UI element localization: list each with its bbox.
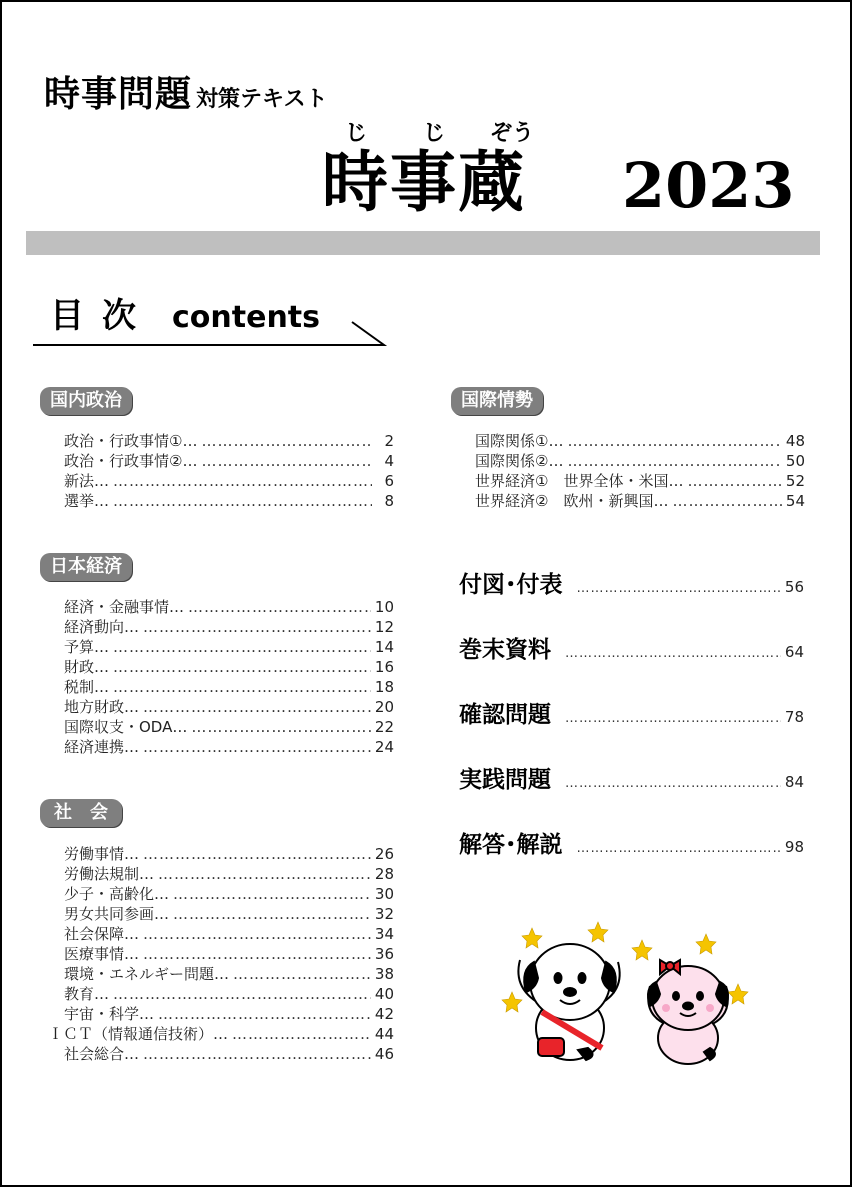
toc-entry[interactable] bbox=[64, 431, 394, 451]
toc-entry[interactable] bbox=[64, 964, 394, 984]
toc-entry-page: 50 bbox=[785, 452, 805, 470]
series-title-sub: 対策テキスト bbox=[196, 87, 328, 112]
leader-dots bbox=[143, 737, 371, 757]
toc-entry[interactable] bbox=[475, 471, 805, 491]
leader-dots bbox=[158, 1004, 371, 1024]
toc-major-title: 解答･解説 bbox=[459, 832, 563, 858]
toc-entry[interactable] bbox=[64, 637, 394, 657]
toc-entry-title: 世界経済② 欧州・新興国… bbox=[475, 492, 669, 510]
toc-major-entry[interactable] bbox=[459, 696, 804, 729]
toc-major-entry[interactable] bbox=[459, 761, 804, 794]
toc-title-jp: 目次 bbox=[50, 296, 154, 336]
toc-entry[interactable] bbox=[475, 491, 805, 511]
book-year: 2023 bbox=[622, 149, 795, 222]
leader-dots bbox=[672, 491, 781, 511]
toc-entry-title: 地方財政… bbox=[64, 698, 140, 716]
leader-dots bbox=[687, 471, 781, 491]
leader-dots bbox=[567, 431, 781, 451]
toc-entry-title: 労働事情… bbox=[64, 845, 140, 863]
toc-entry-title: 社会総合… bbox=[64, 1045, 140, 1063]
leader-dots bbox=[113, 657, 371, 677]
leader-dots bbox=[113, 471, 372, 491]
leader-dots bbox=[173, 904, 371, 924]
toc-entry[interactable] bbox=[64, 657, 394, 677]
toc-entry[interactable] bbox=[64, 451, 394, 471]
toc-entry-page: 38 bbox=[374, 965, 394, 983]
toc-major-page: 98 bbox=[784, 838, 804, 856]
toc-major-title: 巻末資料 bbox=[459, 637, 551, 663]
toc-entry-title: 政治・行政事情②… bbox=[64, 452, 198, 470]
toc-entry-page: 4 bbox=[384, 452, 394, 470]
toc-entry-page: 26 bbox=[374, 845, 394, 863]
toc-list-economy bbox=[64, 597, 394, 757]
toc-entry[interactable] bbox=[64, 471, 394, 491]
toc-entry-title: 環境・エネルギー問題… bbox=[64, 965, 230, 983]
toc-entry-page: 28 bbox=[374, 865, 394, 883]
toc-entry-title: 労働法規制… bbox=[64, 865, 155, 883]
toc-entry[interactable] bbox=[64, 491, 394, 511]
ruby-3: ぞう bbox=[490, 121, 535, 146]
leader-dots bbox=[143, 697, 371, 717]
leader-dots bbox=[113, 491, 372, 511]
toc-entry-title: 国際関係②… bbox=[475, 452, 564, 470]
toc-entry[interactable] bbox=[64, 697, 394, 717]
toc-entry-page: 12 bbox=[374, 618, 394, 636]
leader-dots bbox=[201, 431, 372, 451]
toc-major-entry[interactable] bbox=[459, 566, 804, 599]
toc-entry-page: 40 bbox=[374, 985, 394, 1003]
toc-major-entry[interactable] bbox=[459, 826, 804, 859]
section-badge-international: 国際情勢 bbox=[451, 387, 543, 415]
toc-major-title: 実践問題 bbox=[459, 767, 551, 793]
toc-major-page: 64 bbox=[784, 643, 804, 661]
toc-entry-page: 8 bbox=[384, 492, 394, 510]
leader-dots bbox=[143, 617, 371, 637]
series-title-main: 時事問題 bbox=[44, 74, 193, 115]
toc-entry[interactable] bbox=[64, 1044, 394, 1064]
leader-dots bbox=[113, 637, 371, 657]
toc-list-domestic bbox=[64, 431, 394, 511]
toc-entry-title: 宇宙・科学… bbox=[64, 1005, 155, 1023]
mascot-illustration bbox=[500, 920, 760, 1070]
toc-entry-title: 国際関係①… bbox=[475, 432, 564, 450]
toc-entry[interactable] bbox=[64, 677, 394, 697]
leader-dots bbox=[565, 646, 781, 661]
toc-major-title: 付図･付表 bbox=[459, 572, 563, 598]
leader-dots bbox=[188, 597, 371, 617]
toc-entry-page: 10 bbox=[374, 598, 394, 616]
toc-entry[interactable] bbox=[64, 717, 394, 737]
leader-dots bbox=[173, 884, 371, 904]
toc-entry-page: 32 bbox=[374, 905, 394, 923]
toc-entry[interactable] bbox=[48, 1024, 394, 1044]
toc-entry-page: 42 bbox=[374, 1005, 394, 1023]
toc-underline bbox=[0, 0, 852, 360]
toc-entry-title: ＩＣＴ（情報通信技術）… bbox=[48, 1025, 229, 1043]
toc-entry-title: 教育… bbox=[64, 985, 110, 1003]
toc-entry-title: 男女共同参画… bbox=[64, 905, 170, 923]
toc-entry-page: 48 bbox=[785, 432, 805, 450]
toc-entry-page: 36 bbox=[374, 945, 394, 963]
toc-entry[interactable] bbox=[64, 884, 394, 904]
leader-dots bbox=[143, 844, 371, 864]
toc-list-society bbox=[48, 844, 394, 1064]
leader-dots bbox=[113, 984, 371, 1004]
toc-entry-title: 医療事情… bbox=[64, 945, 140, 963]
toc-entry[interactable] bbox=[475, 451, 805, 471]
toc-entry-page: 22 bbox=[374, 718, 394, 736]
toc-entry-page: 2 bbox=[384, 432, 394, 450]
section-badge-domestic: 国内政治 bbox=[40, 387, 132, 415]
leader-dots bbox=[577, 841, 781, 856]
toc-list-international bbox=[475, 431, 805, 511]
toc-entry[interactable] bbox=[64, 904, 394, 924]
toc-entry[interactable] bbox=[64, 864, 394, 884]
toc-entry-page: 6 bbox=[384, 472, 394, 490]
toc-entry[interactable] bbox=[64, 1004, 394, 1024]
ruby-1: じ bbox=[345, 121, 368, 146]
toc-title-en: contents bbox=[172, 300, 320, 335]
leader-dots bbox=[143, 1044, 371, 1064]
toc-major-page: 56 bbox=[784, 578, 804, 596]
toc-entry-page: 16 bbox=[374, 658, 394, 676]
dog-mascot-right bbox=[648, 960, 728, 1064]
toc-entry-title: 国際収支・ODA… bbox=[64, 718, 188, 736]
toc-entry-title: 経済動向… bbox=[64, 618, 140, 636]
toc-entry-page: 52 bbox=[785, 472, 805, 490]
leader-dots bbox=[577, 581, 781, 596]
toc-entry[interactable] bbox=[64, 844, 394, 864]
toc-entry-page: 46 bbox=[374, 1045, 394, 1063]
toc-entry-page: 20 bbox=[374, 698, 394, 716]
ruby-2: じ bbox=[423, 121, 446, 146]
toc-entry-title: 政治・行政事情①… bbox=[64, 432, 198, 450]
toc-entry[interactable] bbox=[64, 984, 394, 1004]
toc-entry-page: 14 bbox=[374, 638, 394, 656]
section-badge-society: 社 会 bbox=[40, 799, 122, 827]
leader-dots bbox=[567, 451, 781, 471]
toc-major-title: 確認問題 bbox=[459, 702, 551, 728]
toc-entry-title: 予算… bbox=[64, 638, 110, 656]
toc-entry-page: 44 bbox=[374, 1025, 394, 1043]
toc-entry-page: 34 bbox=[374, 925, 394, 943]
leader-dots bbox=[191, 717, 371, 737]
leader-dots bbox=[143, 924, 371, 944]
toc-entry-title: 選挙… bbox=[64, 492, 110, 510]
leader-dots bbox=[565, 776, 781, 791]
leader-dots bbox=[201, 451, 372, 471]
leader-dots bbox=[565, 711, 781, 726]
toc-entry[interactable] bbox=[64, 617, 394, 637]
leader-dots bbox=[233, 964, 371, 984]
toc-entry-title: 新法… bbox=[64, 472, 110, 490]
toc-entry-title: 社会保障… bbox=[64, 925, 140, 943]
toc-entry-title: 少子・高齢化… bbox=[64, 885, 170, 903]
toc-entry[interactable] bbox=[64, 737, 394, 757]
toc-entry-page: 18 bbox=[374, 678, 394, 696]
toc-entry[interactable] bbox=[64, 924, 394, 944]
toc-entry-page: 24 bbox=[374, 738, 394, 756]
toc-entry-title: 世界経済① 世界全体・米国… bbox=[475, 472, 684, 490]
toc-entry[interactable] bbox=[475, 431, 805, 451]
toc-entry-title: 経済連携… bbox=[64, 738, 140, 756]
toc-entry-title: 税制… bbox=[64, 678, 110, 696]
leader-dots bbox=[158, 864, 371, 884]
section-badge-economy: 日本経済 bbox=[40, 553, 132, 581]
toc-major-entry[interactable] bbox=[459, 631, 804, 664]
toc-entry-title: 経済・金融事情… bbox=[64, 598, 185, 616]
leader-dots bbox=[113, 677, 371, 697]
toc-entry-page: 30 bbox=[374, 885, 394, 903]
book-title: 時事蔵 bbox=[322, 144, 526, 221]
toc-entry[interactable] bbox=[64, 944, 394, 964]
leader-dots bbox=[143, 944, 371, 964]
toc-entry-page: 54 bbox=[785, 492, 805, 510]
toc-major-page: 78 bbox=[784, 708, 804, 726]
toc-major-page: 84 bbox=[784, 773, 804, 791]
leader-dots bbox=[232, 1024, 371, 1044]
toc-entry[interactable] bbox=[64, 597, 394, 617]
dog-mascot-left bbox=[518, 944, 619, 1060]
toc-entry-title: 財政… bbox=[64, 658, 110, 676]
